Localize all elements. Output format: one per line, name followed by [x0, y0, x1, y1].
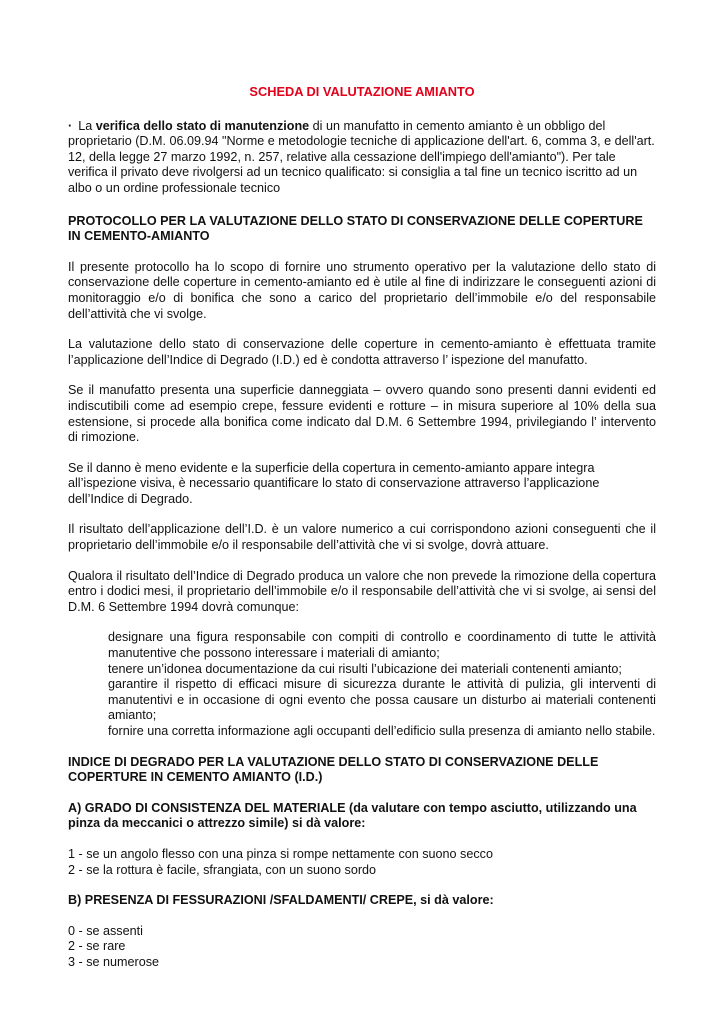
section-a-values — [68, 847, 656, 878]
bullet-icon: · — [68, 118, 73, 133]
intro-bold: verifica dello stato di manutenzione — [95, 118, 310, 133]
intro-pre: La — [78, 118, 96, 133]
paragraph-less-evident: Se il danno è meno evidente e la superficie della copertura in cemento-amianto appare integra all’ispezione visiva, è necessario quantificare lo stato di conservazione attraverso l’applicazione dell’Indice di Degrado. — [68, 460, 600, 506]
protocol-heading: PROTOCOLLO PER LA VALUTAZIONE DELLO STATO DI CONSERVAZIONE DELLE COPERTURE IN CEMENTO-AMIANTO — [68, 213, 643, 244]
paragraph-damaged: Se il manufatto presenta una superficie danneggiata – ovvero quando sono presenti danni evidenti ed indiscutibili come ad esempio crepe, fessure evidenti e rotture – in misura superiore al 10% della sua estensione, si procede alla bonifica come indicato dal D.M. 6 Settembre 1994, privilegiando l’ intervento di rimozione. — [68, 383, 656, 445]
value-item: 3 - se numerose — [68, 954, 159, 969]
section-b-heading: B) PRESENZA DI FESSURAZIONI /SFALDAMENTI/ CREPE, si dà valore: — [68, 893, 494, 908]
value-item: 1 - se un angolo flesso con una pinza si rompe nettamente con suono secco — [68, 846, 493, 861]
paragraph-result: Il risultato dell’applicazione dell’I.D. è un valore numerico a cui corrispondono azioni conseguenti che il proprietario dell’immobile e/o il responsabile dell’attività che vi si svolge, dovrà attuare. — [68, 522, 656, 553]
obligations-list — [108, 630, 656, 739]
list-item: designare una figura responsabile con compiti di controllo e coordinamento di tutte le attività manutentive che possono interessare i materiali di amianto; — [108, 630, 656, 661]
paragraph-obligations-intro: Qualora il risultato dell’Indice di Degrado produca un valore che non prevede la rimozione della copertura entro i dodici mesi, il proprietario dell’immobile e/o il responsabile dell’attività che vi si svolge, ai sensi del D.M. 6 Settembre 1994 dovrà comunque: — [68, 568, 656, 614]
intro-paragraph — [68, 119, 656, 197]
paragraph-evaluation: La valutazione dello stato di conservazione delle coperture in cemento-amianto è effettuata tramite l’applicazione dell’Indice di Degrado (I.D.) ed è condotta attraverso l’ ispezione del manufatto. — [68, 337, 656, 367]
list-item: fornire una corretta informazione agli occupanti dell’edificio sulla presenza di amianto nello stabile. — [108, 724, 656, 738]
document-page — [68, 84, 656, 986]
intro-post: di un manufatto in cemento amianto è un obbligo del proprietario (D.M. 06.09.94 "Norme e metodologie tecniche di applicazione dell'art. 6, comma 3, e dell'art. 12, della legge 27 marzo 1992, n. 257, relative alla cessazione dell'impiego dell'amianto"). Per tale verifica il privato deve rivolgersi ad un tecnico qualificato: si consiglia a tal fine un tecnico iscritto ad un albo o un ordine professionale tecnico — [68, 118, 655, 195]
document-title: SCHEDA DI VALUTAZIONE AMIANTO — [249, 84, 475, 99]
list-item: garantire il rispetto di efficaci misure di sicurezza durante le attività di pulizia, gli interventi di manutentivi e in occasione di ogni evento che possa causare un disturbo ai materiali contenenti amianto; — [108, 677, 656, 723]
value-item: 0 - se assenti — [68, 923, 143, 938]
value-item: 2 - se la rottura è facile, sfrangiata, con un suono sordo — [68, 862, 377, 877]
section-b-values — [68, 924, 656, 971]
paragraph-scope: Il presente protocollo ha lo scopo di fornire uno strumento operativo per la valutazione dello stato di conservazione delle coperture in cemento-amianto ed è utile al fine di indirizzare le conseguenti azioni di monitoraggio e/o di bonifica che sono a carico del proprietario dell’immobile e/o del responsabile dell’attività che vi svolge. — [68, 259, 656, 321]
index-heading: INDICE DI DEGRADO PER LA VALUTAZIONE DELLO STATO DI CONSERVAZIONE DELLE COPERTURE IN CEMENTO AMIANTO (I.D.) — [68, 754, 599, 785]
section-a-heading: A) GRADO DI CONSISTENZA DEL MATERIALE (da valutare con tempo asciutto, utilizzando una pinza da meccanici o attrezzo simile) si dà valore: — [68, 800, 637, 831]
list-item: tenere un’idonea documentazione da cui risulti l’ubicazione dei materiali contenenti amianto; — [108, 661, 622, 676]
value-item: 2 - se rare — [68, 939, 126, 954]
